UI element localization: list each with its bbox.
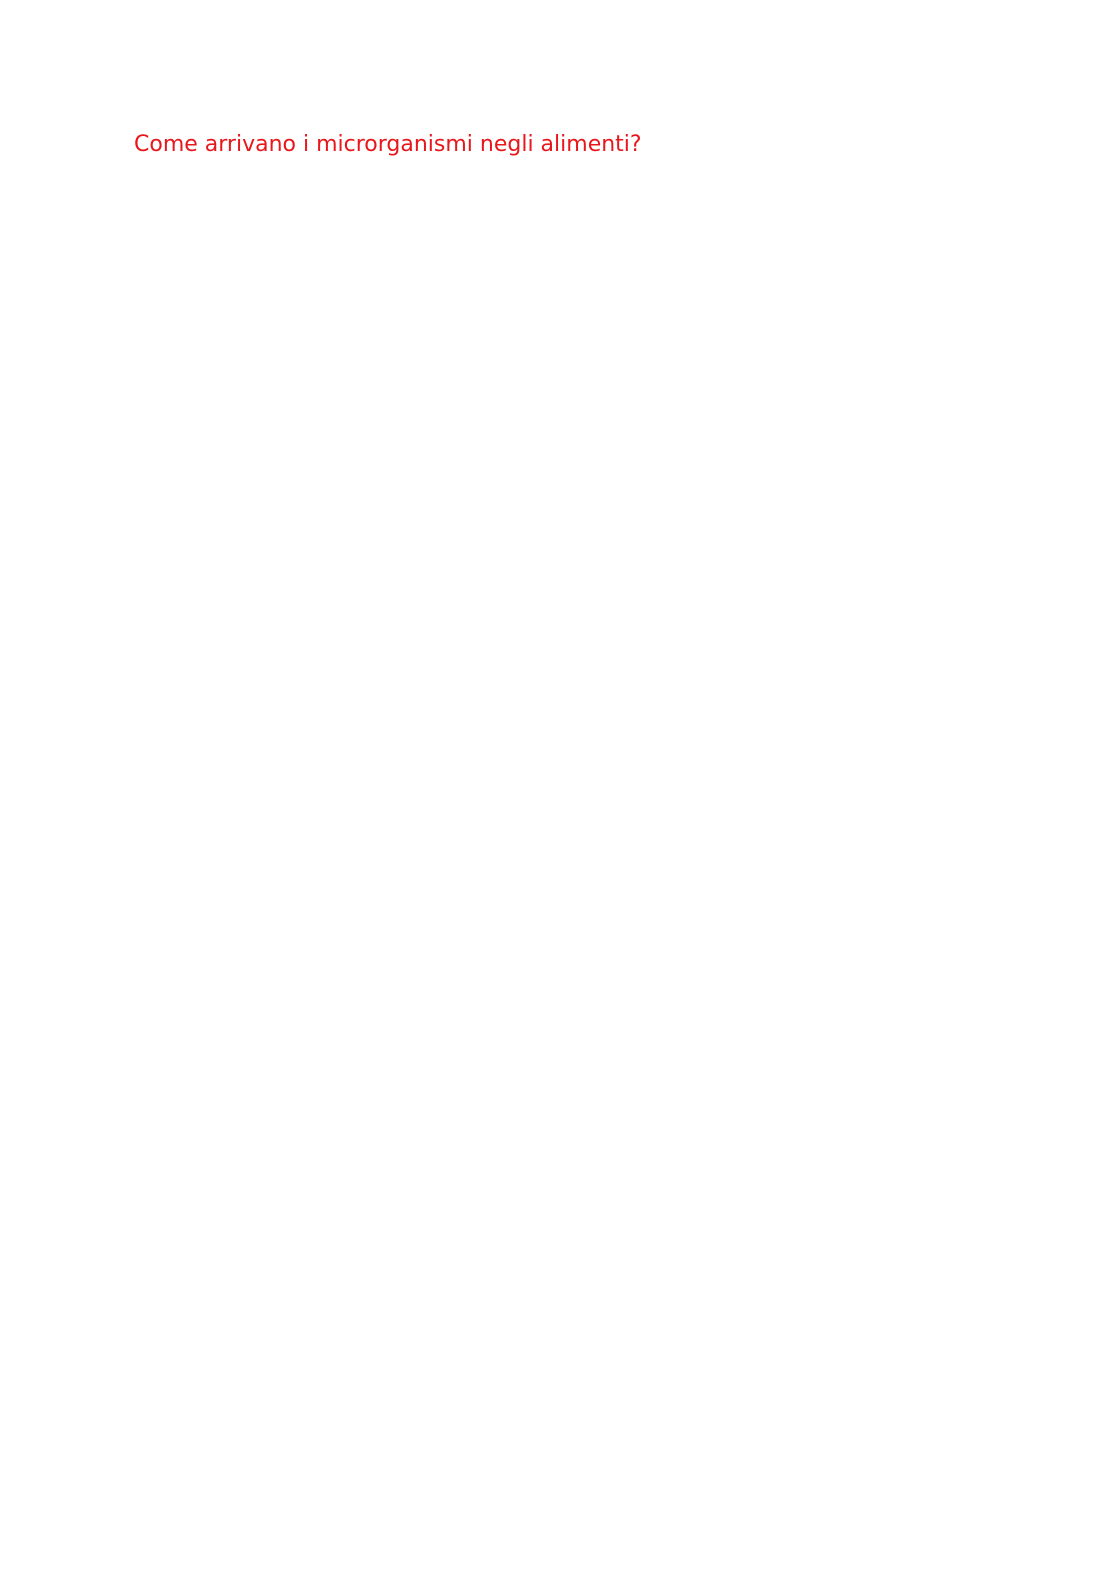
section-heading: Come arrivano i microrganismi negli alimenti?	[134, 132, 642, 157]
